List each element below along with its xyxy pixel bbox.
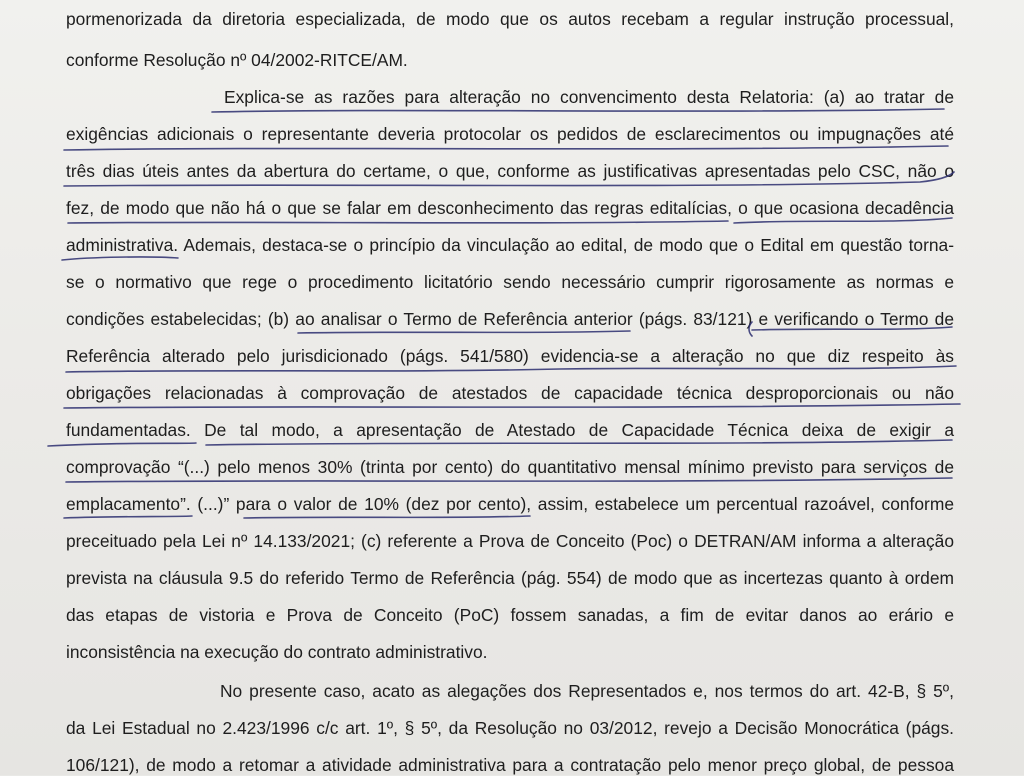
pen-underline <box>64 516 192 518</box>
paragraph-line: condições estabelecidas; (b) ao analisar o Termo de Referência anterior (págs. 83/121) e verificando o Termo de <box>66 309 954 329</box>
pen-underline <box>64 404 960 408</box>
paragraph-line: fez, de modo que não há o que se falar em desconhecimento das regras editalícias, o que ocasiona decadência <box>66 198 954 218</box>
paragraph-line: inconsistência na execução do contrato administrativo. <box>66 642 488 662</box>
paragraph-line: obrigações relacionadas à comprovação de atestados de capacidade técnica desproporcionais ou não <box>66 383 954 403</box>
paragraph-line: Referência alterado pelo jurisdicionado (págs. 541/580) evidencia-se a alteração no que diz respeito às <box>66 346 954 366</box>
pen-underline <box>212 109 944 112</box>
paragraph-line: preceituado pela Lei nº 14.133/2021; (c) referente a Prova de Conceito (Poc) o DETRAN/AM informa a alteração <box>66 531 954 551</box>
pen-underline <box>244 516 530 518</box>
paragraph-line: conforme Resolução nº 04/2002-RITCE/AM. <box>66 50 408 70</box>
paragraph-line: prevista na cláusula 9.5 do referido Termo de Referência (pág. 554) de modo que as incertezas quanto à ordem <box>66 568 954 588</box>
pen-underline <box>62 257 178 260</box>
paragraph-line: emplacamento”. (...)” para o valor de 10% (dez por cento), assim, estabelece um percentual razoável, conforme <box>66 494 954 514</box>
pen-underline <box>64 146 948 150</box>
paragraph-line: da Lei Estadual no 2.423/1996 c/c art. 1º, § 5º, da Resolução no 03/2012, revejo a Decisão Monocrática (págs. <box>66 718 954 738</box>
paragraph-line: se o normativo que rege o procedimento licitatório sendo necessário cumprir rigorosamente as normas e <box>66 272 954 292</box>
paragraph-line: administrativa. Ademais, destaca-se o princípio da vinculação ao edital, de modo que o Edital em questão torna- <box>66 235 954 255</box>
paragraph-line: comprovação “(...) pelo menos 30% (trinta por cento) do quantitativo mensal mínimo previsto para serviços de <box>66 457 954 477</box>
pen-underline <box>48 443 196 446</box>
paragraph-line: fundamentadas. De tal modo, a apresentação de Atestado de Capacidade Técnica deixa de exigir a <box>66 420 954 440</box>
paragraph-line: exigências adicionais o representante deveria protocolar os pedidos de esclarecimentos ou impugnações até <box>66 124 954 144</box>
pen-underline <box>66 478 952 482</box>
paragraph-line: três dias úteis antes da abertura do certame, o que, conforme as justificativas apresentadas pelo CSC, não o <box>66 161 954 181</box>
paragraph-line: No presente caso, acato as alegações dos Representados e, nos termos do art. 42-B, § 5º, <box>220 681 954 701</box>
paragraph-line: das etapas de vistoria e Prova de Conceito (PoC) fossem sanadas, a fim de evitar danos ao erário e <box>66 605 954 625</box>
paragraph-line: 106/121), de modo a retomar a atividade administrativa para a contratação pelo menor preço global, de pessoa <box>66 755 954 775</box>
pen-underline <box>68 221 728 223</box>
pen-underline <box>298 331 630 333</box>
paragraph-line: pormenorizada da diretoria especializada, de modo que os autos recebam a regular instrução processual, <box>66 9 954 29</box>
paragraph-line: Explica-se as razões para alteração no convencimento desta Relatoria: (a) ao tratar de <box>224 87 954 107</box>
